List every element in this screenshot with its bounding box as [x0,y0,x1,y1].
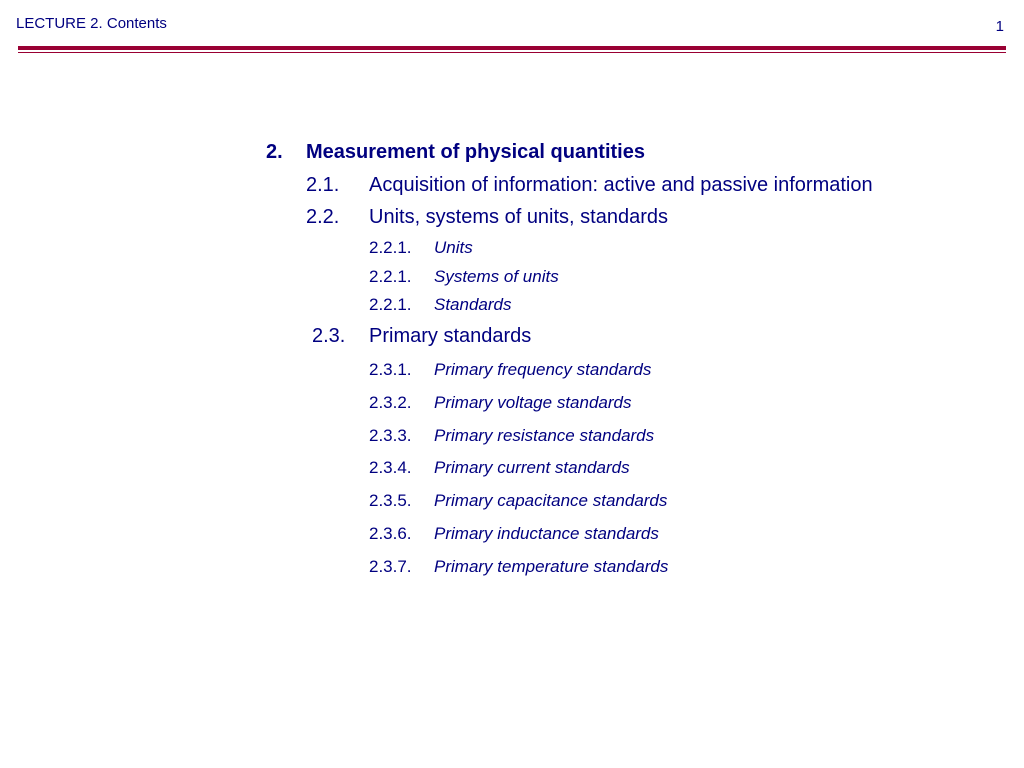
toc-number: 2.3.4. [369,458,412,477]
toc-number: 2.2.1. [369,267,412,286]
toc-number: 2.2. [306,206,340,228]
toc-number: 2. [266,141,283,163]
toc-text: Primary current standards [434,458,630,477]
toc-text: Primary voltage standards [434,393,632,412]
page-number: 1 [995,18,1004,35]
toc-text: Primary frequency standards [434,360,652,379]
toc-number: 2.1. [306,174,340,196]
toc-text: Units, systems of units, standards [369,206,669,228]
toc-text: Primary capacitance standards [434,491,668,510]
toc-number: 2.3.5. [369,491,412,510]
toc-number: 2.3.7. [369,557,412,576]
toc-text: Measurement of physical quantities [306,141,645,163]
toc-text: Units [434,238,473,257]
toc-number: 2.3. [312,325,346,347]
toc-text: Systems of units [434,267,559,286]
header-rule-thick [18,46,1006,50]
toc-text: Primary temperature standards [434,557,669,576]
toc-text: Standards [434,295,512,314]
toc-number: 2.2.1. [369,295,412,314]
toc-text: Primary resistance standards [434,426,655,445]
toc-text: Acquisition of information: active and passive information [369,174,873,196]
header-rule-thin [18,52,1006,53]
header-title: LECTURE 2. Contents [16,15,167,32]
toc-text: Primary inductance standards [434,524,659,543]
toc-number: 2.3.6. [369,524,412,543]
toc-number: 2.3.2. [369,393,412,412]
toc-text: Primary standards [369,325,532,347]
toc-number: 2.3.1. [369,360,412,379]
toc-number: 2.3.3. [369,426,412,445]
toc-number: 2.2.1. [369,238,412,257]
